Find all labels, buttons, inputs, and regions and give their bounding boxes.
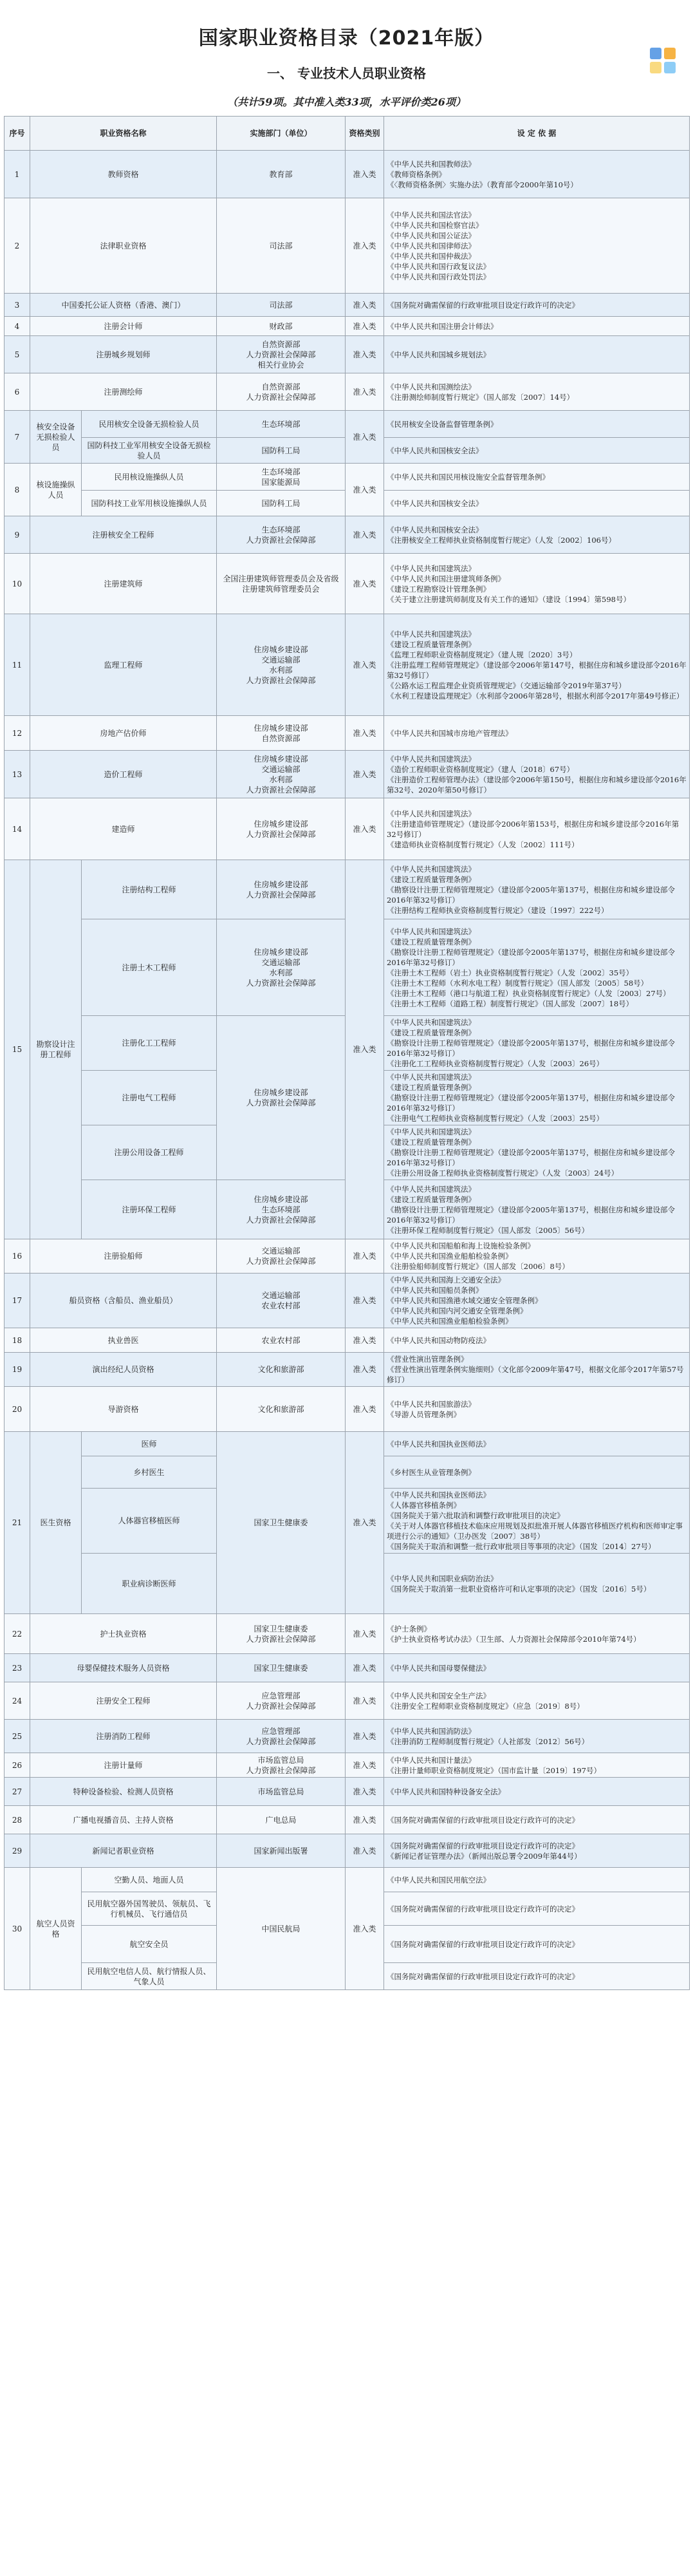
table-row bbox=[5, 798, 690, 860]
row-number: 11 bbox=[5, 614, 30, 716]
implementing-dept: 交通运输部 人力资源社会保障部 bbox=[217, 1239, 346, 1274]
legal-basis: 《中华人民共和国核安全法》 《注册核安全工程师执业资格制度暂行规定》（人发〔2002〕106号） bbox=[384, 516, 690, 554]
qualification-category: 准入类 bbox=[346, 1328, 384, 1353]
legal-basis: 《中华人民共和国职业病防治法》 《国务院关于取消第一批职业资格许可和认定事项的决定》（国发〔2016〕5号） bbox=[384, 1554, 690, 1614]
row-number: 22 bbox=[5, 1614, 30, 1654]
implementing-dept: 国家卫生健康委 bbox=[217, 1432, 346, 1614]
implementing-dept: 住房城乡建设部 自然资源部 bbox=[217, 716, 346, 751]
legal-basis: 《中华人民共和国建筑法》 《建设工程质量管理条例》 《勘察设计注册工程师管理规定》（建设部令2005年第137号，根据住房和城乡建设部令2016年第32号修订） 《注册化工工程师执业资格制度暂行规定》（人发〔2003〕26号） bbox=[384, 1016, 690, 1071]
qualification-category: 准入类 bbox=[346, 1868, 384, 1990]
header-category: 资格类别 bbox=[346, 117, 384, 151]
legal-basis: 《中华人民共和国建筑法》 《建设工程质量管理条例》 《勘察设计注册工程师管理规定》（建设部令2005年第137号，根据住房和城乡建设部令2016年第32号修订） 《注册环保工程师制度暂行规定》（国人部发〔2005〕56号） bbox=[384, 1180, 690, 1239]
qualification-category: 准入类 bbox=[346, 1239, 384, 1274]
qualification-category: 准入类 bbox=[346, 716, 384, 751]
group-name: 医生资格 bbox=[30, 1432, 82, 1614]
qualification-category: 准入类 bbox=[346, 1432, 384, 1614]
qualification-category: 准入类 bbox=[346, 1353, 384, 1387]
qualification-name: 注册结构工程师 bbox=[82, 860, 217, 919]
implementing-dept: 自然资源部 人力资源社会保障部 bbox=[217, 373, 346, 411]
qualification-category: 准入类 bbox=[346, 411, 384, 464]
legal-basis: 《中华人民共和国注册会计师法》 bbox=[384, 317, 690, 336]
legal-basis: 《国务院对确需保留的行政审批项目设定行政许可的决定》 bbox=[384, 294, 690, 317]
row-number: 15 bbox=[5, 860, 30, 1239]
header-name: 职业资格名称 bbox=[30, 117, 217, 151]
implementing-dept: 生态环境部 人力资源社会保障部 bbox=[217, 516, 346, 554]
qualification-category: 准入类 bbox=[346, 554, 384, 614]
qualification-name: 注册电气工程师 bbox=[82, 1071, 217, 1125]
group-name: 核设施操纵人员 bbox=[30, 464, 82, 516]
qualification-name: 民用核安全设备无损检验人员 bbox=[82, 411, 217, 438]
legal-basis: 《中华人民共和国建筑法》 《注册建造师管理规定》（建设部令2006年第153号，根据住房和城乡建设部令2016年第32号修订） 《建造师执业资格制度暂行规定》（人发〔2002〕111号） bbox=[384, 798, 690, 860]
qualification-name: 中国委托公证人资格（香港、澳门） bbox=[30, 294, 217, 317]
row-number: 8 bbox=[5, 464, 30, 516]
implementing-dept: 住房城乡建设部 交通运输部 水利部 人力资源社会保障部 bbox=[217, 614, 346, 716]
row-number: 9 bbox=[5, 516, 30, 554]
qualification-name: 民用航空器外国驾驶员、领航员、飞行机械员、飞行通信员 bbox=[82, 1892, 217, 1926]
qualification-table bbox=[4, 116, 690, 1990]
table-row bbox=[5, 1654, 690, 1682]
implementing-dept: 应急管理部 人力资源社会保障部 bbox=[217, 1720, 346, 1753]
qualification-category: 准入类 bbox=[346, 1654, 384, 1682]
table-row bbox=[5, 411, 690, 438]
legal-basis: 《乡村医生从业管理条例》 bbox=[384, 1456, 690, 1489]
qualification-category: 准入类 bbox=[346, 1720, 384, 1753]
table-row bbox=[5, 614, 690, 716]
table-row bbox=[5, 1614, 690, 1654]
qualification-name: 注册验船师 bbox=[30, 1239, 217, 1274]
legal-basis: 《中华人民共和国建筑法》 《造价工程师职业资格制度规定》（建人〔2018〕67号） 《注册造价工程师管理办法》（建设部令2006年第150号，根据住房和城乡建设部令2016年第32号、2020年第50号修订） bbox=[384, 751, 690, 798]
row-number: 6 bbox=[5, 373, 30, 411]
implementing-dept: 住房城乡建设部 交通运输部 水利部 人力资源社会保障部 bbox=[217, 919, 346, 1016]
qualification-name: 导游资格 bbox=[30, 1387, 217, 1432]
qualification-name: 航空安全员 bbox=[82, 1926, 217, 1963]
legal-basis: 《中华人民共和国建筑法》 《建设工程质量管理条例》 《勘察设计注册工程师管理规定》（建设部令2005年第137号，根据住房和城乡建设部令2016年第32号修订） 《注册公用设备工程师执业资格制度暂行规定》（人发〔2003〕24号） bbox=[384, 1125, 690, 1180]
implementing-dept: 广电总局 bbox=[217, 1806, 346, 1834]
legal-basis: 《中华人民共和国安全生产法》 《注册安全工程师职业资格制度规定》（应急〔2019〕8号） bbox=[384, 1682, 690, 1720]
row-number: 1 bbox=[5, 151, 30, 198]
implementing-dept: 住房城乡建设部 生态环境部 人力资源社会保障部 bbox=[217, 1180, 346, 1239]
group-name: 航空人员资格 bbox=[30, 1868, 82, 1990]
qualification-name: 监理工程师 bbox=[30, 614, 217, 716]
legal-basis: 《中华人民共和国特种设备安全法》 bbox=[384, 1778, 690, 1806]
table-row bbox=[5, 1274, 690, 1328]
row-number: 19 bbox=[5, 1353, 30, 1387]
legal-basis: 《中华人民共和国教师法》 《教师资格条例》 《〈教师资格条例〉实施办法》（教育部令2000年第10号） bbox=[384, 151, 690, 198]
group-name: 核安全设备无损检验人员 bbox=[30, 411, 82, 464]
legal-basis: 《中华人民共和国船舶和海上设施检验条例》 《中华人民共和国渔业船舶检验条例》 《注册验船师制度暂行规定》（国人部发〔2006〕8号） bbox=[384, 1239, 690, 1274]
legal-basis: 《国务院对确需保留的行政审批项目设定行政许可的决定》 《新闻记者证管理办法》（新闻出版总署令2009年第44号） bbox=[384, 1834, 690, 1868]
row-number: 17 bbox=[5, 1274, 30, 1328]
implementing-dept: 国防科工局 bbox=[217, 491, 346, 516]
table-row bbox=[5, 151, 690, 198]
implementing-dept: 教育部 bbox=[217, 151, 346, 198]
row-number: 24 bbox=[5, 1682, 30, 1720]
qualification-name: 演出经纪人员资格 bbox=[30, 1353, 217, 1387]
row-number: 13 bbox=[5, 751, 30, 798]
implementing-dept: 财政部 bbox=[217, 317, 346, 336]
implementing-dept: 国家卫生健康委 人力资源社会保障部 bbox=[217, 1614, 346, 1654]
qualification-name: 注册会计师 bbox=[30, 317, 217, 336]
row-number: 30 bbox=[5, 1868, 30, 1990]
legal-basis: 《中华人民共和国计量法》 《注册计量师职业资格制度规定》（国市监计量〔2019〕197号） bbox=[384, 1753, 690, 1778]
qualification-name: 人体器官移植医师 bbox=[82, 1489, 217, 1554]
qualification-name: 注册消防工程师 bbox=[30, 1720, 217, 1753]
row-number: 5 bbox=[5, 336, 30, 373]
legal-basis: 《中华人民共和国建筑法》 《建设工程质量管理条例》 《监理工程师职业资格制度规定》（建人规〔2020〕3号） 《注册监理工程师管理规定》（建设部令2006年第147号，根据住房和城乡建设部令2016年第32号修订） 《公路水运工程监理企业资质管理规定》（交通运输部令2019年第37号） 《水利工程建设监理规定》（水利部令2006年第28号，根据水利部令2017年第49号修正） bbox=[384, 614, 690, 716]
table-row bbox=[5, 1328, 690, 1353]
implementing-dept: 文化和旅游部 bbox=[217, 1387, 346, 1432]
table-row bbox=[5, 198, 690, 294]
qualification-name: 注册城乡规划师 bbox=[30, 336, 217, 373]
legal-basis: 《国务院对确需保留的行政审批项目设定行政许可的决定》 bbox=[384, 1806, 690, 1834]
table-row bbox=[5, 1778, 690, 1806]
qualification-category: 准入类 bbox=[346, 294, 384, 317]
qualification-name: 护士执业资格 bbox=[30, 1614, 217, 1654]
implementing-dept: 住房城乡建设部 人力资源社会保障部 bbox=[217, 860, 346, 919]
legal-basis: 《护士条例》 《护士执业资格考试办法》（卫生部、人力资源社会保障部令2010年第74号） bbox=[384, 1614, 690, 1654]
qualification-category: 准入类 bbox=[346, 464, 384, 516]
implementing-dept: 文化和旅游部 bbox=[217, 1353, 346, 1387]
row-number: 10 bbox=[5, 554, 30, 614]
qualification-name: 医师 bbox=[82, 1432, 217, 1456]
qualification-name: 乡村医生 bbox=[82, 1456, 217, 1489]
qualification-category: 准入类 bbox=[346, 1387, 384, 1432]
table-row bbox=[5, 317, 690, 336]
qualification-name: 母婴保健技术服务人员资格 bbox=[30, 1654, 217, 1682]
header-dept: 实施部门（单位） bbox=[217, 117, 346, 151]
table-row bbox=[5, 1353, 690, 1387]
qualification-category: 准入类 bbox=[346, 1753, 384, 1778]
legal-basis: 《国务院对确需保留的行政审批项目设定行政许可的决定》 bbox=[384, 1963, 690, 1990]
legal-basis: 《中华人民共和国建筑法》 《建设工程质量管理条例》 《勘察设计注册工程师管理规定》（建设部令2005年第137号，根据住房和城乡建设部令2016年第32号修订） 《注册土木工程师（岩土）执业资格制度暂行规定》（人发〔2002〕35号） 《注册土木工程师（水利水电工程）制度暂行规定》（国人部发〔2005〕58号） 《注册土木工程师（港口与航道工程）执业资格制度暂行规定》（人发〔2003〕27号） 《注册土木工程师（道路工程）制度暂行规定》（国人部发〔2007〕18号） bbox=[384, 919, 690, 1016]
qualification-name: 广播电视播音员、主持人资格 bbox=[30, 1806, 217, 1834]
table-row bbox=[5, 1387, 690, 1432]
table-row bbox=[5, 1239, 690, 1274]
qualification-name: 空勤人员、地面人员 bbox=[82, 1868, 217, 1892]
legal-basis: 《中华人民共和国消防法》 《注册消防工程师制度暂行规定》（人社部发〔2012〕56号） bbox=[384, 1720, 690, 1753]
row-number: 3 bbox=[5, 294, 30, 317]
qualification-category: 准入类 bbox=[346, 198, 384, 294]
table-row bbox=[5, 1868, 690, 1892]
row-number: 7 bbox=[5, 411, 30, 464]
header-no: 序号 bbox=[5, 117, 30, 151]
table-body bbox=[5, 151, 690, 1990]
qualification-name: 教师资格 bbox=[30, 151, 217, 198]
legal-basis: 《中华人民共和国动物防疫法》 bbox=[384, 1328, 690, 1353]
row-number: 20 bbox=[5, 1387, 30, 1432]
implementing-dept: 国家新闻出版署 bbox=[217, 1834, 346, 1868]
qualification-category: 准入类 bbox=[346, 1806, 384, 1834]
table-row bbox=[5, 1753, 690, 1778]
implementing-dept: 国防科工局 bbox=[217, 438, 346, 464]
qualification-category: 准入类 bbox=[346, 1682, 384, 1720]
qualification-category: 准入类 bbox=[346, 1778, 384, 1806]
qualification-name: 注册环保工程师 bbox=[82, 1180, 217, 1239]
implementing-dept: 市场监管总局 人力资源社会保障部 bbox=[217, 1753, 346, 1778]
implementing-dept: 司法部 bbox=[217, 294, 346, 317]
qualification-name: 法律职业资格 bbox=[30, 198, 217, 294]
legal-basis: 《中华人民共和国民用航空法》 bbox=[384, 1868, 690, 1892]
section-summary: （共计59项。其中准入类33项，水平评价类26项） bbox=[227, 96, 466, 108]
row-number: 23 bbox=[5, 1654, 30, 1682]
legal-basis: 《中华人民共和国执业医师法》 bbox=[384, 1432, 690, 1456]
qualification-name: 建造师 bbox=[30, 798, 217, 860]
implementing-dept: 住房城乡建设部 人力资源社会保障部 bbox=[217, 798, 346, 860]
table-row bbox=[5, 1834, 690, 1868]
legal-basis: 《中华人民共和国核安全法》 bbox=[384, 491, 690, 516]
qualification-category: 准入类 bbox=[346, 751, 384, 798]
row-number: 14 bbox=[5, 798, 30, 860]
qualification-name: 注册计量师 bbox=[30, 1753, 217, 1778]
legal-basis: 《中华人民共和国民用核设施安全监督管理条例》 bbox=[384, 464, 690, 491]
table-row bbox=[5, 294, 690, 317]
implementing-dept: 交通运输部 农业农村部 bbox=[217, 1274, 346, 1328]
row-number: 21 bbox=[5, 1432, 30, 1614]
table-header-row bbox=[5, 117, 690, 151]
legal-basis: 《国务院对确需保留的行政审批项目设定行政许可的决定》 bbox=[384, 1892, 690, 1926]
table-row bbox=[5, 554, 690, 614]
qualification-name: 职业病诊断医师 bbox=[82, 1554, 217, 1614]
qualification-name: 注册测绘师 bbox=[30, 373, 217, 411]
qualification-category: 准入类 bbox=[346, 336, 384, 373]
header-basis: 设 定 依 据 bbox=[384, 117, 690, 151]
section-heading: 一、 专业技术人员职业资格 bbox=[267, 66, 426, 81]
group-name: 勘察设计注册工程师 bbox=[30, 860, 82, 1239]
table-row bbox=[5, 1432, 690, 1456]
qualification-name: 船员资格（含船员、渔业船员） bbox=[30, 1274, 217, 1328]
implementing-dept: 国家卫生健康委 bbox=[217, 1654, 346, 1682]
table-row bbox=[5, 1720, 690, 1753]
table-row bbox=[5, 336, 690, 373]
qualification-name: 执业兽医 bbox=[30, 1328, 217, 1353]
qualification-category: 准入类 bbox=[346, 1274, 384, 1328]
qualification-category: 准入类 bbox=[346, 1614, 384, 1654]
qualification-name: 注册公用设备工程师 bbox=[82, 1125, 217, 1180]
legal-basis: 《国务院对确需保留的行政审批项目设定行政许可的决定》 bbox=[384, 1926, 690, 1963]
row-number: 16 bbox=[5, 1239, 30, 1274]
qualification-name: 造价工程师 bbox=[30, 751, 217, 798]
legal-basis: 《营业性演出管理条例》 《营业性演出管理条例实施细则》（文化部令2009年第47号，根据文化部令2017年第57号修订） bbox=[384, 1353, 690, 1387]
qualification-name: 特种设备检验、检测人员资格 bbox=[30, 1778, 217, 1806]
legal-basis: 《中华人民共和国测绘法》 《注册测绘师制度暂行规定》（国人部发〔2007〕14号） bbox=[384, 373, 690, 411]
qualification-category: 准入类 bbox=[346, 614, 384, 716]
row-number: 27 bbox=[5, 1778, 30, 1806]
qualification-name: 国防科技工业军用核安全设备无损检验人员 bbox=[82, 438, 217, 464]
legal-basis: 《中华人民共和国城市房地产管理法》 bbox=[384, 716, 690, 751]
qualification-name: 注册核安全工程师 bbox=[30, 516, 217, 554]
implementing-dept: 司法部 bbox=[217, 198, 346, 294]
implementing-dept: 应急管理部 人力资源社会保障部 bbox=[217, 1682, 346, 1720]
legal-basis: 《中华人民共和国执业医师法》 《人体器官移植条例》 《国务院关于第六批取消和调整行政审批项目的决定》 《关于对人体器官移植技术临床应用规划及拟批准开展人体器官移植医疗机构和医师审定事项进行公示的通知》（卫办医发〔2007〕38号） 《国务院关于取消和调整一批行政审批项目等事项的决定》（国发〔2014〕27号） bbox=[384, 1489, 690, 1554]
row-number: 29 bbox=[5, 1834, 30, 1868]
table-row bbox=[5, 751, 690, 798]
legal-basis: 《中华人民共和国核安全法》 bbox=[384, 438, 690, 464]
row-number: 18 bbox=[5, 1328, 30, 1353]
qualification-name: 注册化工工程师 bbox=[82, 1016, 217, 1071]
table-row bbox=[5, 860, 690, 919]
qualification-category: 准入类 bbox=[346, 151, 384, 198]
qualification-category: 准入类 bbox=[346, 317, 384, 336]
legal-basis: 《民用核安全设备监督管理条例》 bbox=[384, 411, 690, 438]
qualification-name: 注册土木工程师 bbox=[82, 919, 217, 1016]
implementing-dept: 住房城乡建设部 人力资源社会保障部 bbox=[217, 1016, 346, 1180]
table-row bbox=[5, 716, 690, 751]
qualification-name: 注册安全工程师 bbox=[30, 1682, 217, 1720]
implementing-dept: 全国注册建筑师管理委员会及省级注册建筑师管理委员会 bbox=[217, 554, 346, 614]
table-row bbox=[5, 1682, 690, 1720]
legal-basis: 《中华人民共和国建筑法》 《中华人民共和国注册建筑师条例》 《建设工程勘察设计管理条例》 《关于建立注册建筑师制度及有关工作的通知》（建设〔1994〕第598号） bbox=[384, 554, 690, 614]
row-number: 4 bbox=[5, 317, 30, 336]
legal-basis: 《中华人民共和国建筑法》 《建设工程质量管理条例》 《勘察设计注册工程师管理规定》（建设部令2005年第137号，根据住房和城乡建设部令2016年第32号修订） 《注册结构工程师执业资格制度暂行规定》（建设〔1997〕222号） bbox=[384, 860, 690, 919]
qualification-category: 准入类 bbox=[346, 798, 384, 860]
qualification-category: 准入类 bbox=[346, 516, 384, 554]
qualification-name: 房地产估价师 bbox=[30, 716, 217, 751]
table-row bbox=[5, 464, 690, 491]
row-number: 25 bbox=[5, 1720, 30, 1753]
qualification-category: 准入类 bbox=[346, 860, 384, 1239]
qualification-category: 准入类 bbox=[346, 1834, 384, 1868]
qualification-name: 注册建筑师 bbox=[30, 554, 217, 614]
qualification-name: 国防科技工业军用核设施操纵人员 bbox=[82, 491, 217, 516]
table-row bbox=[5, 516, 690, 554]
table-row bbox=[5, 373, 690, 411]
implementing-dept: 生态环境部 国家能源局 bbox=[217, 464, 346, 491]
implementing-dept: 农业农村部 bbox=[217, 1328, 346, 1353]
qualification-name: 新闻记者职业资格 bbox=[30, 1834, 217, 1868]
legal-basis: 《中华人民共和国法官法》 《中华人民共和国检察官法》 《中华人民共和国公证法》 《中华人民共和国律师法》 《中华人民共和国仲裁法》 《中华人民共和国行政复议法》 《中华人民共和国行政处罚法》 bbox=[384, 198, 690, 294]
implementing-dept: 住房城乡建设部 交通运输部 水利部 人力资源社会保障部 bbox=[217, 751, 346, 798]
implementing-dept: 自然资源部 人力资源社会保障部 相关行业协会 bbox=[217, 336, 346, 373]
legal-basis: 《中华人民共和国旅游法》 《导游人员管理条例》 bbox=[384, 1387, 690, 1432]
qualification-category: 准入类 bbox=[346, 373, 384, 411]
implementing-dept: 生态环境部 bbox=[217, 411, 346, 438]
legal-basis: 《中华人民共和国城乡规划法》 bbox=[384, 336, 690, 373]
row-number: 26 bbox=[5, 1753, 30, 1778]
legal-basis: 《中华人民共和国母婴保健法》 bbox=[384, 1654, 690, 1682]
implementing-dept: 市场监管总局 bbox=[217, 1778, 346, 1806]
row-number: 2 bbox=[5, 198, 30, 294]
legal-basis: 《中华人民共和国建筑法》 《建设工程质量管理条例》 《勘察设计注册工程师管理规定》（建设部令2005年第137号，根据住房和城乡建设部令2016年第32号修订） 《注册电气工程师执业资格制度暂行规定》（人发〔2003〕25号） bbox=[384, 1071, 690, 1125]
row-number: 12 bbox=[5, 716, 30, 751]
implementing-dept: 中国民航局 bbox=[217, 1868, 346, 1990]
row-number: 28 bbox=[5, 1806, 30, 1834]
document-title: 国家职业资格目录（2021年版） bbox=[198, 27, 495, 50]
qualification-name: 民用航空电信人员、航行情报人员、气象人员 bbox=[82, 1963, 217, 1990]
table-row bbox=[5, 1806, 690, 1834]
legal-basis: 《中华人民共和国海上交通安全法》 《中华人民共和国船员条例》 《中华人民共和国渔港水域交通安全管理条例》 《中华人民共和国内河交通安全管理条例》 《中华人民共和国渔业船舶检验条例》 bbox=[384, 1274, 690, 1328]
qualification-name: 民用核设施操纵人员 bbox=[82, 464, 217, 491]
